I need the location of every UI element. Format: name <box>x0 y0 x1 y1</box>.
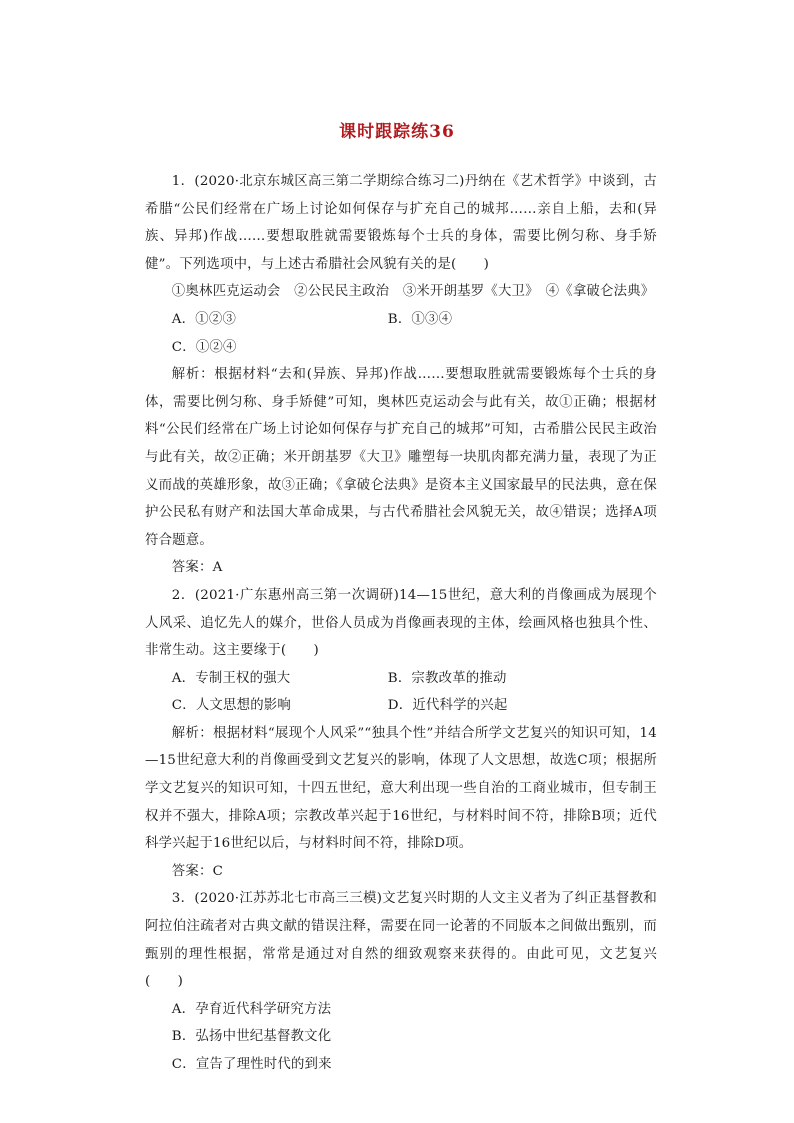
option-b: B．宗教改革的推动 <box>387 670 507 686</box>
question-1-options-row-1 <box>145 306 657 334</box>
question-1-stem: 1．(2020·北京东城区高三第二学期综合练习二)丹纳在《艺术哲学》中谈到，古希腊“公民们经常在广场上讨论如何保存与扩充自己的城邦……亲自上船，去和(异族、异邦)作战……要想取胜就需要锻炼每个士兵的身体，需要比例匀称、身手矫健”。下列选项中，与上述古希腊社会风貌有关的是( ) <box>145 174 657 272</box>
question-2-stem: 2．(2021·广东惠州高三第一次调研)14—15世纪，意大利的肖像画成为展现个人风采、追忆先人的媒介，世俗人员成为肖像画表现的主体，绘画风格也独具个性、非常生动。这主要缘于( ) <box>145 587 657 659</box>
option-a: A．①②③ <box>171 311 237 327</box>
question-1-analysis: 解析：根据材料“去和(异族、异邦)作战……要想取胜就需要锻炼每个士兵的身体，需要比例匀称、身手矫健”可知，奥林匹克运动会与此有关，故①正确；根据材料“公民们经常在广场上讨论如何保存与扩充自己的城邦”可知，古希腊公民民主政治与此有关，故②正确；米开朗基罗《大卫》雕塑每一块肌肉都充满力量，表现了为正义而战的英雄形象，故③正确；《拿破仑法典》是资本主义国家最早的民法典，意在保护公民私有财产和法国大革命成果，与古代希腊社会风貌无关，故④错误；选择A项符合题意。 <box>145 367 657 548</box>
page-title: 课时跟踪练36 <box>339 122 455 142</box>
exercise-content <box>145 168 657 1079</box>
option-a: A．专制王权的强大 <box>171 670 291 686</box>
question-3-option-c: C．宣告了理性时代的到来 <box>171 1057 332 1072</box>
question-3-option-a: A．孕育近代科学研究方法 <box>171 1001 332 1017</box>
question-1-items: ①奥林匹克运动会 ②公民民主政治 ③米开朗基罗《大卫》 ④《拿破仑法典》 <box>171 284 655 300</box>
question-1-options-row-2 <box>145 334 657 362</box>
question-3-option-b: B．弘扬中世纪基督教文化 <box>171 1029 332 1045</box>
question-2-options-row-1 <box>145 665 657 693</box>
question-1-answer: 答案：A <box>171 560 223 576</box>
option-c: C．①②④ <box>171 339 237 355</box>
option-c: C．人文思想的影响 <box>171 698 291 714</box>
question-2-analysis: 解析：根据材料“展现个人风采”“独具个性”并结合所学文艺复兴的知识可知，14—15世纪意大利的肖像画受到文艺复兴的影响，体现了人文思想，故选C项；根据所学文艺复兴的知识可知，十四五世纪，意大利出现一些自治的工商业城市，但专制王权并不强大，排除A项；宗教改革兴起于16世纪，与材料时间不符，排除B项；近代科学兴起于16世纪以后，与材料时间不符，排除D项。 <box>145 725 657 852</box>
question-2-options-row-2 <box>145 692 657 720</box>
option-d: D．近代科学的兴起 <box>387 698 508 714</box>
option-b: B．①③④ <box>387 311 453 327</box>
question-3-stem: 3．(2020·江苏苏北七市高三三模)文艺复兴时期的人文主义者为了纠正基督教和阿拉伯注疏者对古典文献的错误注释，需要在同一论著的不同版本之间做出甄别，而甄别的理性根据，常常是通过对自然的细致观察来获得的。由此可见，文艺复兴( ) <box>145 891 657 990</box>
question-2-answer: 答案：C <box>171 863 224 879</box>
